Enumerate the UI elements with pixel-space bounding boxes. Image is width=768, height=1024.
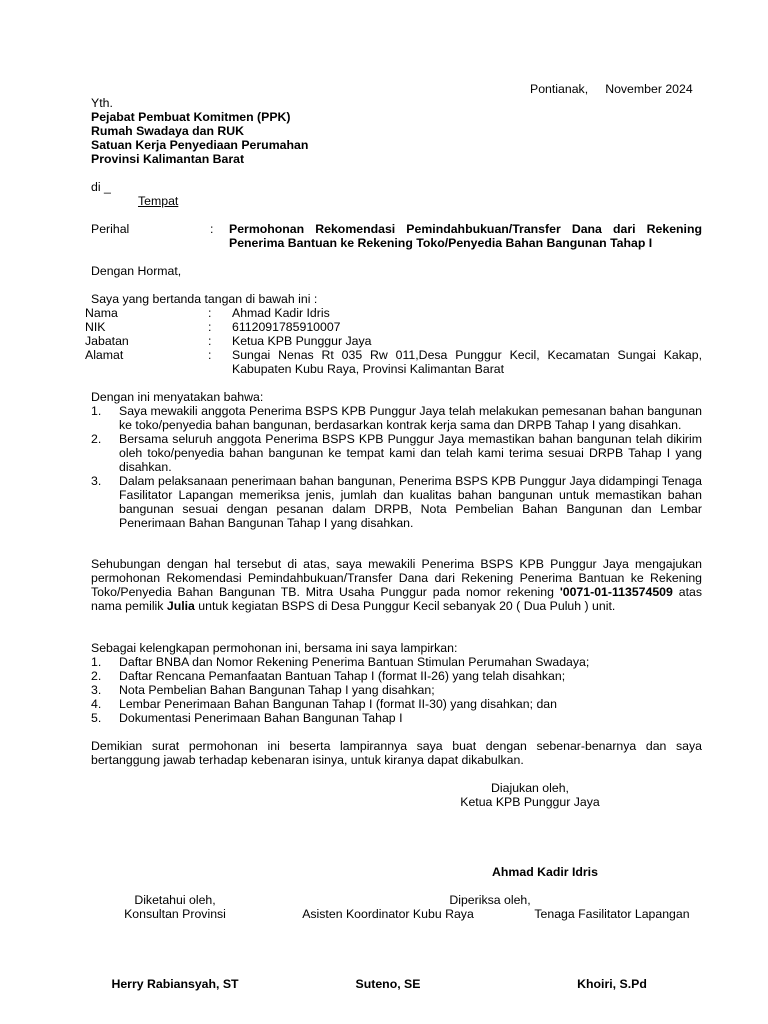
list-item: [91, 404, 702, 432]
request-text-1: Sehubungan dengan hal tersebut di atas, saya mewakili Penerima BSPS KPB Punggur Jaya mengajukan permohonan Rekomendasi Pemindahbukuan/Transfer Dana dari Rekening Penerima Bantuan ke Rekening Toko/Penyedia Bahan Bangunan TB. Mitra Usaha Punggur pada nomor rekening: [91, 557, 702, 599]
consultant-title: Konsultan Provinsi: [124, 907, 226, 921]
list-item: [91, 474, 702, 530]
identity-colon: :: [208, 306, 212, 320]
list-item: [91, 655, 702, 669]
list-text: Dalam pelaksanaan penerimaan bahan bangunan, Penerima BSPS KPB Punggur Jaya didampingi Tenaga Fasilitator Lapangan memeriksa jenis, jumlah dan kualitas bahan bangunan untuk memastikan bahan bangunan sesuai dengan pesanan dalam DRPB, Nota Pembelian Bahan Bangunan dan Lembar Penerimaan Bahan Bangunan Tahap I yang disahkan.: [119, 474, 702, 530]
applicant-line-1: Diajukan oleh,: [491, 781, 569, 795]
identity-label: Alamat: [85, 348, 124, 362]
place-date: Pontianak, November 2024: [530, 82, 693, 96]
identity-label: Nama: [85, 306, 118, 320]
recipient-tempat: Tempat: [138, 194, 179, 208]
attachments-intro: Sebagai kelengkapan permohonan ini, bersama ini saya lampirkan:: [91, 641, 458, 655]
list-number: 3.: [91, 474, 102, 488]
recipient-line-1: Pejabat Pembuat Komitmen (PPK): [91, 110, 291, 124]
closing-paragraph: Demikian surat permohonan ini beserta lampirannya saya buat dengan sebenar-benarnya dan saya bertanggung jawab terhadap kebenaran isinya, untuk kiranya dapat dikabulkan.: [91, 739, 702, 767]
list-number: 2.: [91, 432, 102, 446]
recipient-line-4: Provinsi Kalimantan Barat: [91, 152, 245, 166]
list-item: [91, 683, 702, 697]
list-text: Lembar Penerimaan Bahan Bangunan Tahap I (format II-30) yang disahkan; dan: [119, 697, 557, 711]
list-number: 5.: [91, 711, 102, 725]
greeting: Dengan Hormat,: [91, 264, 182, 278]
identity-label: NIK: [85, 320, 106, 334]
list-item: [91, 697, 702, 711]
known-by-label: Diketahui oleh,: [134, 893, 216, 907]
identity-value: Sungai Nenas Rt 035 Rw 011,Desa Punggur Kecil, Kecamatan Sungai Kakap, Kabupaten Kubu Raya, Provinsi Kalimantan Barat: [232, 348, 702, 376]
coordinator-title: Asisten Koordinator Kubu Raya: [302, 907, 474, 921]
statement-intro: Dengan ini menyatakan bahwa:: [91, 390, 264, 404]
list-text: Dokumentasi Penerimaan Bahan Bangunan Tahap I: [119, 711, 403, 725]
list-text: Bersama seluruh anggota Penerima BSPS KPB Punggur Jaya memastikan bahan bangunan telah dikirim oleh toko/penyedia bahan bangunan ke tempat kami dan telah kami terima sesuai DRPB Tahap I yang disahkan.: [119, 432, 702, 474]
recipient-line-2: Rumah Swadaya dan RUK: [91, 124, 245, 138]
list-number: 1.: [91, 404, 102, 418]
list-text: Saya mewakili anggota Penerima BSPS KPB Punggur Jaya telah melakukan pemesanan bahan bangunan ke toko/penyedia bahan bangunan, berdasarkan kontrak kerja sama dan DRPB Tahap I yang disahkan.: [119, 404, 702, 432]
identity-colon: :: [208, 320, 212, 334]
list-number: 2.: [91, 669, 102, 683]
recipient-salutation: Yth.: [91, 96, 113, 110]
intro: Saya yang bertanda tangan di bawah ini :: [91, 292, 318, 306]
recipient-line-3: Satuan Kerja Penyediaan Perumahan: [91, 138, 309, 152]
facilitator-title: Tenaga Fasilitator Lapangan: [534, 907, 690, 921]
list-text: Daftar BNBA dan Nomor Rekening Penerima Bantuan Stimulan Perumahan Swadaya;: [119, 655, 590, 669]
identity-row-alamat: [0, 348, 768, 376]
applicant-line-2: Ketua KPB Punggur Jaya: [460, 795, 600, 809]
subject-colon: :: [210, 222, 214, 236]
list-number: 3.: [91, 683, 102, 697]
identity-colon: :: [208, 334, 212, 348]
coordinator-name: Suteno, SE: [355, 977, 421, 991]
request-text-2: atas nama pemilik: [91, 585, 702, 613]
identity-value: Ahmad Kadir Idris: [232, 306, 330, 320]
identity-row-name: [0, 306, 768, 320]
consultant-name: Herry Rabiansyah, ST: [111, 977, 239, 991]
identity-row-jabatan: [0, 334, 768, 348]
identity-label: Jabatan: [85, 334, 129, 348]
identity-colon: :: [208, 348, 212, 362]
subject-text: Permohonan Rekomendasi Pemindahbukuan/Transfer Dana dari Rekening Penerima Bantuan ke Rekening Toko/Penyedia Bahan Bangunan Tahap I: [229, 222, 702, 250]
checked-by-label: Diperiksa oleh,: [449, 893, 531, 907]
statement-list: [91, 404, 702, 530]
list-number: 1.: [91, 655, 102, 669]
list-item: [91, 669, 702, 683]
list-item: [91, 432, 702, 474]
identity-value: Ketua KPB Punggur Jaya: [232, 334, 372, 348]
list-number: 4.: [91, 697, 102, 711]
attachments-list: [91, 655, 702, 725]
recipient-di: di _: [91, 180, 111, 194]
subject-label: Perihal: [91, 222, 130, 236]
identity-row-nik: [0, 320, 768, 334]
request-paragraph: [91, 557, 702, 613]
facilitator-name: Khoiri, S.Pd: [577, 977, 647, 991]
list-text: Nota Pembelian Bahan Bangunan Tahap I yang disahkan;: [119, 683, 435, 697]
identity-value: 6112091785910007: [232, 320, 341, 334]
account-owner: Julia: [166, 599, 195, 613]
request-text-3: untuk kegiatan BSPS di Desa Punggur Kecil sebanyak 20 ( Dua Puluh ) unit.: [194, 599, 616, 613]
applicant-name: Ahmad Kadir Idris: [492, 865, 598, 879]
account-number: '0071-01-113574509: [559, 585, 673, 599]
list-text: Daftar Rencana Pemanfaatan Bantuan Tahap I (format II-26) yang telah disahkan;: [119, 669, 566, 683]
list-item: [91, 711, 702, 725]
